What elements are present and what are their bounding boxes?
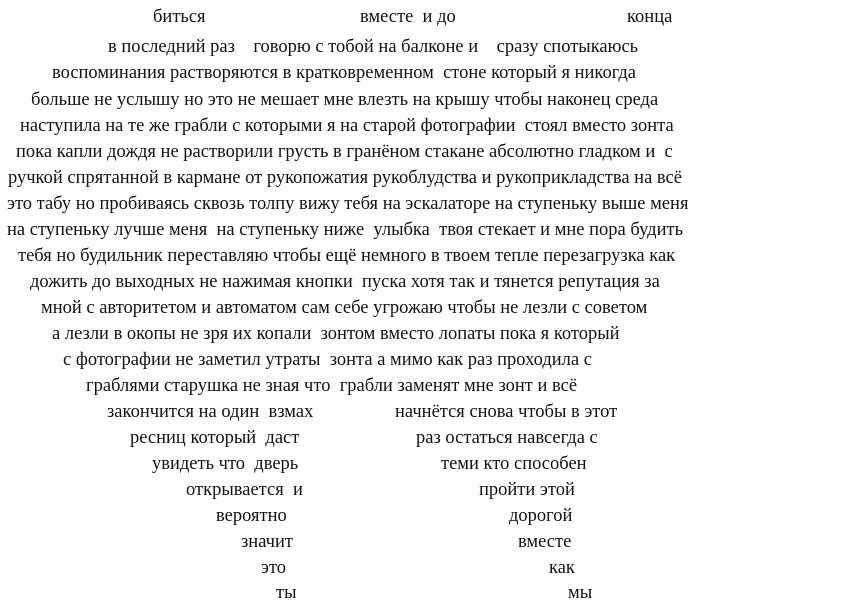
poem-split-left: увидеть что дверь bbox=[152, 454, 299, 474]
poem-line: в последний раз говорю с тобой на балконе и сразу спотыкаюсь bbox=[108, 37, 639, 57]
poem-split-right: дорогой bbox=[509, 506, 573, 526]
poem-split-left: значит bbox=[241, 532, 293, 552]
poem-line: с фотографии не заметил утраты зонта а мимо как раз проходила с bbox=[63, 350, 592, 370]
poem-line: граблями старушка не зная что грабли заменят мне зонт и всё bbox=[86, 376, 578, 396]
poem-line: а лезли в окопы не зря их копали зонтом вместо лопаты пока я который bbox=[52, 324, 620, 344]
poem-split-right: мы bbox=[568, 583, 593, 603]
poem-split-left: ты bbox=[276, 583, 297, 603]
poem-top-right: конца bbox=[627, 7, 673, 27]
poem-line: тебя но будильник переставляю чтобы ещё немного в твоем тепле перезагрузка как bbox=[18, 246, 676, 266]
poem-line: ручкой спрятанной в кармане от рукопожатия рукоблудства и рукоприкладства на всё bbox=[8, 168, 682, 188]
poem-split-right: начнётся снова чтобы в этот bbox=[395, 402, 618, 422]
poem-split-right: раз остаться навсегда с bbox=[416, 428, 598, 448]
poem-line: на ступеньку лучше меня на ступеньку ниже улыбка твоя стекает и мне пора будить bbox=[7, 220, 684, 240]
poem-line: дожить до выходных не нажимая кнопки пуска хотя так и тянется репутация за bbox=[30, 272, 660, 292]
poem-split-right: теми кто способен bbox=[441, 454, 587, 474]
poem-line: наступила на те же грабли с которыми я на старой фотографии стоял вместо зонта bbox=[20, 116, 674, 136]
poem-split-right: пройти этой bbox=[479, 480, 575, 500]
poem-split-left: закончится на один взмах bbox=[107, 402, 314, 422]
poem-line: мной с авторитетом и автоматом сам себе угрожаю чтобы не лезли с советом bbox=[41, 298, 648, 318]
poem-line: это табу но пробиваясь сквозь толпу вижу тебя на эскалаторе на ступеньку выше меня bbox=[7, 194, 689, 214]
poem-line: пока капли дождя не растворили грусть в гранёном стакане абсолютно гладком и с bbox=[16, 142, 673, 162]
poem-top-left: биться bbox=[153, 7, 206, 27]
poem-split-left: открывается и bbox=[186, 480, 303, 500]
poem-split-left: ресниц который даст bbox=[130, 428, 300, 448]
poem-line: больше не услышу но это не мешает мне влезть на крышу чтобы наконец среда bbox=[31, 90, 659, 110]
poem-split-left: вероятно bbox=[216, 506, 287, 526]
poem-split-right: как bbox=[549, 558, 575, 578]
poem-line: воспоминания растворяются в кратковременном стоне который я никогда bbox=[52, 63, 636, 83]
poem-top-center: вместе и до bbox=[360, 7, 456, 27]
poem-split-right: вместе bbox=[518, 532, 572, 552]
poem-split-left: это bbox=[261, 558, 287, 578]
